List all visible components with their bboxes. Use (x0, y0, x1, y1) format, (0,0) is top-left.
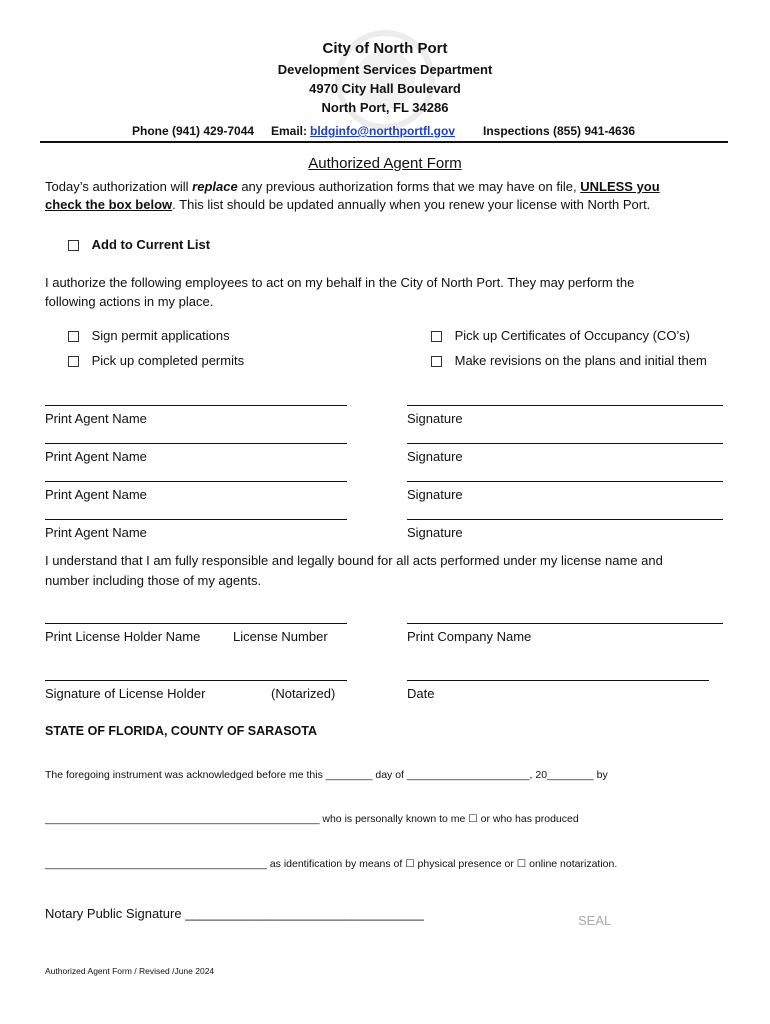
pickup-co-option[interactable] (431, 328, 690, 343)
inspections-number: Inspections (855) 941-4636 (483, 124, 636, 138)
intro-replace: replace (192, 179, 238, 194)
form-title: Authorized Agent Form (308, 155, 462, 172)
date-line[interactable] (407, 680, 709, 681)
pickup-co-checkbox[interactable] (431, 331, 442, 342)
signature-line-4[interactable] (407, 519, 723, 520)
intro-unless-2: check the box below (45, 197, 173, 212)
pickup-permits-label: Pick up completed permits (91, 353, 245, 368)
notary-signature-row (45, 906, 424, 921)
notary-signature-label: Notary Public Signature (45, 906, 182, 921)
notary-id-line (45, 858, 617, 870)
signature-label-3: Signature (407, 487, 463, 502)
intro-paragraph-2 (45, 197, 735, 212)
add-to-list-checkbox[interactable] (68, 240, 79, 251)
license-number-label: License Number (233, 629, 328, 644)
notary-known-line (45, 813, 579, 825)
authorize-line-1: I authorize the following employees to act on my behalf in the City of North Port. They may perform the (45, 275, 635, 290)
pickup-permits-option[interactable] (68, 353, 244, 368)
license-holder-line[interactable] (45, 623, 347, 624)
footer-revision: Authorized Agent Form / Revised /June 2024 (45, 966, 215, 976)
agent-name-label-2: Print Agent Name (45, 449, 147, 464)
agent-name-line-2[interactable] (45, 443, 347, 444)
agent-name-label-3: Print Agent Name (45, 487, 147, 502)
state-county-heading: STATE OF FLORIDA, COUNTY OF SARASOTA (45, 724, 317, 738)
notary-signature-blank[interactable]: _________________________________ (185, 906, 424, 921)
intro-text-1: Today’s authorization will (45, 179, 193, 194)
signature-label-1: Signature (407, 411, 463, 426)
pickup-permits-checkbox[interactable] (68, 356, 79, 367)
notary-id-text: as identification by means of ☐ physical presence or ☐ online notarization. (266, 858, 618, 870)
seal-label: SEAL (578, 913, 612, 928)
signature-line-2[interactable] (407, 443, 723, 444)
date-label: Date (407, 686, 435, 701)
agent-name-label-1: Print Agent Name (45, 411, 147, 426)
address-line-1: 4970 City Hall Boulevard (309, 81, 461, 96)
revisions-label: Make revisions on the plans and initial them (454, 353, 707, 368)
agent-name-line-3[interactable] (45, 481, 347, 482)
agent-name-line-4[interactable] (45, 519, 347, 520)
license-holder-signature-label: Signature of License Holder (45, 686, 206, 701)
notarized-label: (Notarized) (271, 686, 336, 701)
header-divider (40, 141, 728, 143)
company-name-line[interactable] (407, 623, 723, 624)
agent-name-line-1[interactable] (45, 405, 347, 406)
signature-label-2: Signature (407, 449, 463, 464)
intro-text-2: any previous authorization forms that we may have on file, (237, 179, 581, 194)
notary-id-blank[interactable]: ______________________________________ (45, 858, 267, 870)
notary-known-text: who is personally known to me ☐ or who has produced (319, 813, 579, 825)
company-name-label: Print Company Name (407, 629, 532, 644)
understand-line-2: number including those of my agents. (45, 573, 262, 588)
notary-known-blank[interactable]: _______________________________________________ (45, 813, 320, 825)
signature-label-4: Signature (407, 525, 463, 540)
address-line-2: North Port, FL 34286 (321, 100, 449, 115)
understand-line-1: I understand that I am fully responsible and legally bound for all acts performed under my license name and (45, 553, 663, 568)
email-label: Email: (271, 124, 308, 138)
phone-number: Phone (941) 429-7044 (132, 124, 255, 138)
signature-line-1[interactable] (407, 405, 723, 406)
intro-unless-1: UNLESS you (580, 179, 660, 194)
license-holder-name-label: Print License Holder Name (45, 629, 201, 644)
sign-permit-option[interactable] (68, 328, 230, 343)
license-holder-signature-line[interactable] (45, 680, 347, 681)
sign-permit-checkbox[interactable] (68, 331, 79, 342)
authorize-line-2: following actions in my place. (45, 294, 214, 309)
add-to-list-option[interactable] (68, 237, 210, 252)
department-name: Development Services Department (277, 62, 493, 77)
add-to-list-label: Add to Current List (91, 237, 211, 252)
agent-name-label-4: Print Agent Name (45, 525, 147, 540)
notary-ack-line: The foregoing instrument was acknowledged before me this ________ day of _____________________, 20________ by (45, 769, 608, 781)
revisions-option[interactable] (431, 353, 707, 368)
city-name: City of North Port (322, 40, 448, 57)
intro-text-3: . This list should be updated annually when you renew your license with North Port. (172, 197, 651, 212)
sign-permit-label: Sign permit applications (91, 328, 230, 343)
revisions-checkbox[interactable] (431, 356, 442, 367)
signature-line-3[interactable] (407, 481, 723, 482)
pickup-co-label: Pick up Certificates of Occupancy (CO’s) (454, 328, 690, 343)
email-link[interactable]: bldginfo@northportfl.gov (310, 124, 455, 138)
intro-paragraph (45, 177, 735, 197)
